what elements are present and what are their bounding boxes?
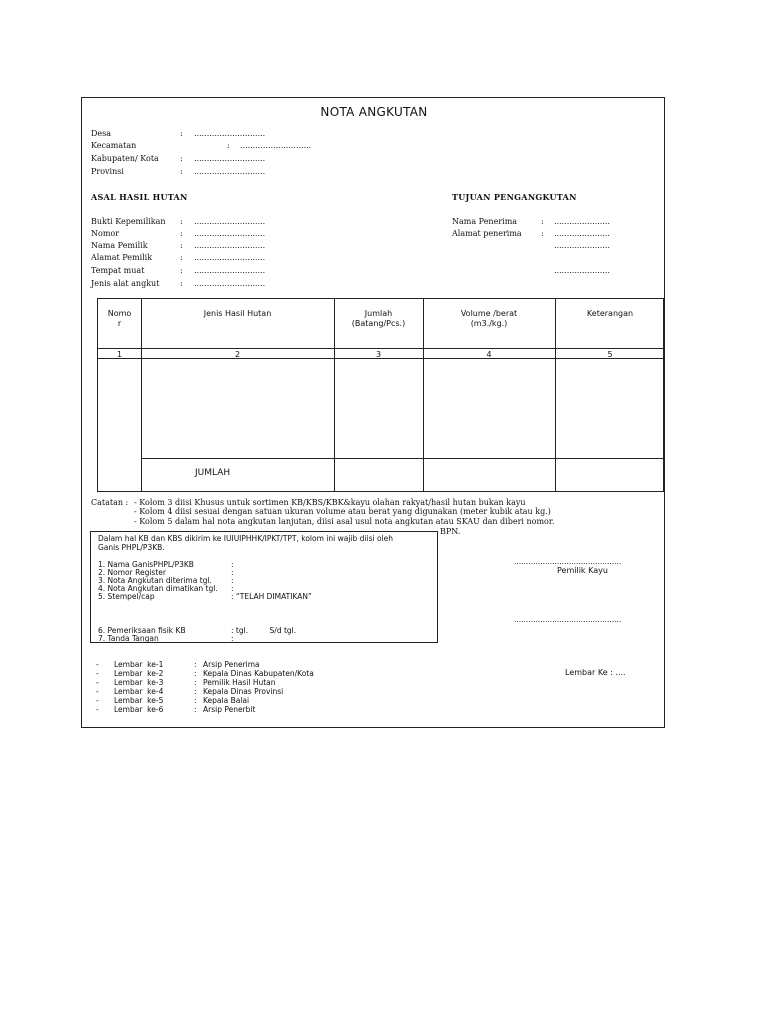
sheet-label: Lembar ke-1 (114, 660, 164, 669)
field-label: Bukti Kepemilikan (91, 217, 166, 226)
inspection-item-value: : (231, 576, 234, 585)
field-value: ............................ (194, 241, 266, 250)
table-header-nomor (98, 309, 141, 329)
field-value-kecamatan: ............................ (240, 141, 312, 150)
note-line: - Kolom 4 diisi sesuai dengan satuan ukuran volume atau berat yang digunakan (meter kubik atau kg.) (134, 507, 551, 516)
header-line: Volume /berat (460, 309, 518, 318)
table-header-jumlah (334, 309, 423, 329)
field-sep: : (541, 229, 544, 238)
list-sep: : (194, 660, 197, 669)
list-sep: : (194, 696, 197, 705)
field-sep: : (180, 167, 183, 176)
field-label-kabupaten: Kabupaten/ Kota (91, 154, 159, 163)
inspection-item-label: 4. Nota Angkutan dimatikan tgl. (98, 584, 218, 593)
list-dash: - (96, 678, 99, 687)
inspection-item-value: : (231, 584, 234, 593)
column-number: 1 (116, 350, 123, 359)
owner-label: Pemilik Kayu (557, 566, 608, 575)
list-dash: - (96, 696, 99, 705)
header-line: r (117, 319, 122, 328)
inspection-item-value: : tgl. S/d tgl. (231, 626, 297, 635)
sheet-recipient: Arsip Penerima (203, 660, 260, 669)
sheet-number-label: Lembar Ke : .... (565, 668, 626, 677)
header-line: Jumlah (364, 309, 393, 318)
header-line: Jenis Hasil Hutan (203, 309, 272, 318)
field-value: ...................... (554, 217, 610, 226)
table-divider (141, 299, 142, 491)
sheet-label: Lembar ke-3 (114, 678, 164, 687)
sheet-recipient: Pemilik Hasil Hutan (203, 678, 276, 687)
list-sep: : (194, 669, 197, 678)
sheet-label: Lembar ke-4 (114, 687, 164, 696)
inspection-item-label: 7. Tanda Tangan (98, 634, 159, 643)
field-sep: : (180, 217, 183, 226)
field-sep: : (180, 253, 183, 262)
field-value-kabupaten: ............................ (194, 154, 266, 163)
column-number: 3 (375, 350, 382, 359)
table-divider (555, 299, 556, 491)
field-label: Tempat muat (91, 266, 145, 275)
signature-line: ............................................. (514, 615, 622, 624)
note-line: BPN. (440, 527, 461, 536)
field-label: Nomor (91, 229, 120, 238)
inspection-item-label: 3. Nota Angkutan diterima tgl. (98, 576, 212, 585)
table-divider (98, 458, 663, 459)
list-sep: : (194, 687, 197, 696)
field-value: ............................ (194, 266, 266, 275)
field-value: ............................ (194, 229, 266, 238)
column-number: 5 (607, 350, 613, 359)
field-value-desa: ............................ (194, 129, 266, 138)
sheet-recipient: Kepala Dinas Kabupaten/Kota (203, 669, 314, 678)
field-label: Nama Penerima (452, 217, 518, 226)
sheet-recipient: Kepala Dinas Provinsi (203, 687, 284, 696)
list-sep: : (194, 678, 197, 687)
header-line: Nomo (107, 309, 132, 318)
field-sep: : (180, 241, 183, 250)
field-sep: : (541, 217, 544, 226)
field-label: Alamat Pemilik (91, 253, 153, 262)
goods-table (97, 298, 664, 492)
list-dash: - (96, 687, 99, 696)
header-line: (m3./kg.) (470, 319, 508, 328)
header-line: Keterangan (586, 309, 634, 318)
signature-line: ............................................. (514, 557, 622, 566)
field-label: Jenis alat angkut (91, 279, 160, 288)
sheet-label: Lembar ke-2 (114, 669, 164, 678)
table-header-keterangan (555, 309, 665, 319)
column-number: 4 (486, 350, 492, 359)
sheet-recipient: Arsip Penerbit (203, 705, 256, 714)
field-sep: : (227, 141, 230, 150)
field-value: ...................... (554, 266, 610, 275)
field-value: ...................... (554, 241, 610, 250)
inspection-item-value: : (231, 560, 234, 569)
form-title: NOTA ANGKUTAN (320, 105, 428, 119)
field-sep: : (180, 229, 183, 238)
list-dash: - (96, 705, 99, 714)
origin-heading: ASAL HASIL HUTAN (91, 192, 188, 202)
field-value: ...................... (554, 229, 610, 238)
note-line: - Kolom 3 diisi Khusus untuk sortimen KB/KBS/KBK&kayu olahan rakyat/hasil hutan bukan kayu (134, 498, 526, 507)
table-header-jenis (141, 309, 334, 319)
inspection-item-value: : (231, 634, 234, 643)
field-sep: : (180, 154, 183, 163)
notes-label: Catatan : (91, 498, 129, 507)
column-number: 2 (234, 350, 241, 359)
list-dash: - (96, 660, 99, 669)
field-value: ............................ (194, 217, 266, 226)
inspection-box (90, 531, 438, 643)
inspection-item-label: 1. Nama GanisPHPL/P3KB (98, 560, 194, 569)
header-line: (Batang/Pcs.) (351, 319, 406, 328)
list-sep: : (194, 705, 197, 714)
note-line: - Kolom 5 dalam hal nota angkutan lanjutan, diisi asal usul nota angkutan atau SKAU dan diberi nomor. (134, 517, 555, 526)
field-label-desa: Desa (91, 129, 112, 138)
field-value-provinsi: ............................ (194, 167, 266, 176)
inspection-item-value: : “TELAH DIMATIKAN” (231, 592, 312, 601)
sheet-label: Lembar ke-5 (114, 696, 164, 705)
sheet-label: Lembar ke-6 (114, 705, 164, 714)
inspection-item-value: : (231, 568, 234, 577)
field-value: ............................ (194, 279, 266, 288)
inspection-item-label: 2. Nomor Register (98, 568, 166, 577)
field-label-provinsi: Provinsi (91, 167, 124, 176)
box-intro: Dalam hal KB dan KBS dikirim ke IUIUIPHHK/IPKT/TPT, kolom ini wajib diisi oleh (98, 534, 393, 543)
field-label: Nama Pemilik (91, 241, 148, 250)
box-intro: Ganis PHPL/P3KB. (98, 543, 165, 552)
destination-heading: TUJUAN PENGANGKUTAN (452, 192, 577, 202)
field-value: ............................ (194, 253, 266, 262)
field-label: Alamat penerima (452, 229, 522, 238)
list-dash: - (96, 669, 99, 678)
inspection-item-label: 6. Pemeriksaan fisik KB (98, 626, 186, 635)
nota-angkutan-form (81, 97, 665, 728)
inspection-item-label: 5. Stempel/cap (98, 592, 155, 601)
table-header-volume (423, 309, 555, 329)
field-label-kecamatan: Kecamatan (91, 141, 137, 150)
field-sep: : (180, 279, 183, 288)
sheet-recipient: Kepala Balai (203, 696, 250, 705)
table-total-label: JUMLAH (195, 468, 231, 478)
field-sep: : (180, 129, 183, 138)
field-sep: : (180, 266, 183, 275)
table-divider (98, 348, 663, 349)
